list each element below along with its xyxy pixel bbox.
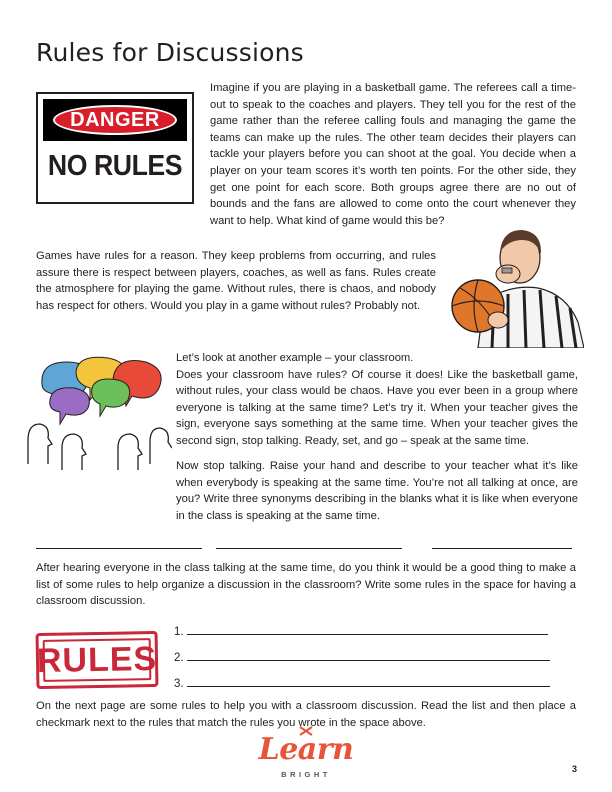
rule-line-2[interactable] [174,648,550,664]
page-number: 3 [572,764,578,774]
group-talking-speech-bubbles-illustration [22,354,172,474]
rule-line-number: 2. [174,652,184,664]
rules-reason-paragraph: Games have rules for a reason. They keep problems from occurring, and rules assure there is respect between players, coaches, as well as fans. Rules create the atmosphere for playing the game. Without rules, there is chaos, and nobody has respect for others. Would you play in a game without rules? Probably not. [36,250,436,312]
make-rules-paragraph: After hearing everyone in the class talking at the same time, do you think it would be a good thing to make a list of some rules to help organize a discussion in the classroom? Write some rules in the space for having a classroom discussion. [36,562,576,608]
rule-line-3[interactable] [174,674,550,690]
rule-line-1[interactable] [174,622,548,638]
classroom-example-intro: Let’s look at another example – your classroom. [176,352,414,364]
stop-talking-paragraph: Now stop talking. Raise your hand and describe to your teacher what it’s like when everybody is speaking at the same time. You’re not all talking at once, are you? Write three synonyms describing in the blanks what it is like when everyone in the class is speaking at the same time. [176,460,578,522]
intro-paragraph: Imagine if you are playing in a basketball game. The referees call a time-out to speak to the coaches and players. They tell you for the rest of the game rather than the referee calling fouls and managing the game the teams can make up the rules. The other team decides their players can tackle your players before you can shoot at the goal. You decide when a player on your team scores it’s worth ten points. For the other side, they get one point for each score. Both groups agree there are no out of bounds and the fans are allowed to come onto the court whenever they want to help. What kind of game would this be? [210,82,576,227]
next-page-paragraph: On the next page are some rules to help you with a classroom discussion. Read the list and then place a checkmark next to the rules that match the rules you wrote in the space above. [36,700,576,729]
rules-stamp [36,631,159,689]
logo-sub-text: BRIGHT [281,770,331,779]
page-title: Rules for Discussions [36,38,304,67]
danger-header-text: DANGER [70,108,160,131]
danger-no-rules-sign [36,92,194,204]
logo-main-text: Learn [258,732,354,767]
rule-line-number: 1. [174,626,184,638]
referee-with-basketball-illustration [448,222,584,348]
classroom-rules-paragraph: Does your classroom have rules? Of course it does! Like the basketball game, without rules, your class would be chaos. Have you ever been in a group where everyone is talking at the same time? Let’s try it. When your teacher gives the sign, everyone says something at the same time. When your teacher gives the second sign, stop talking. Ready, set, and go – speak at the same time. [176,368,578,447]
synonym-blank-2[interactable] [216,548,402,549]
synonym-blank-1[interactable] [36,548,202,549]
no-rules-text: NO RULES [47,150,183,182]
danger-oval [53,105,177,135]
learn-bright-logo [246,726,366,782]
synonym-blank-3[interactable] [432,548,572,549]
rules-stamp-text: RULES [36,639,158,680]
rule-line-number: 3. [174,678,184,690]
